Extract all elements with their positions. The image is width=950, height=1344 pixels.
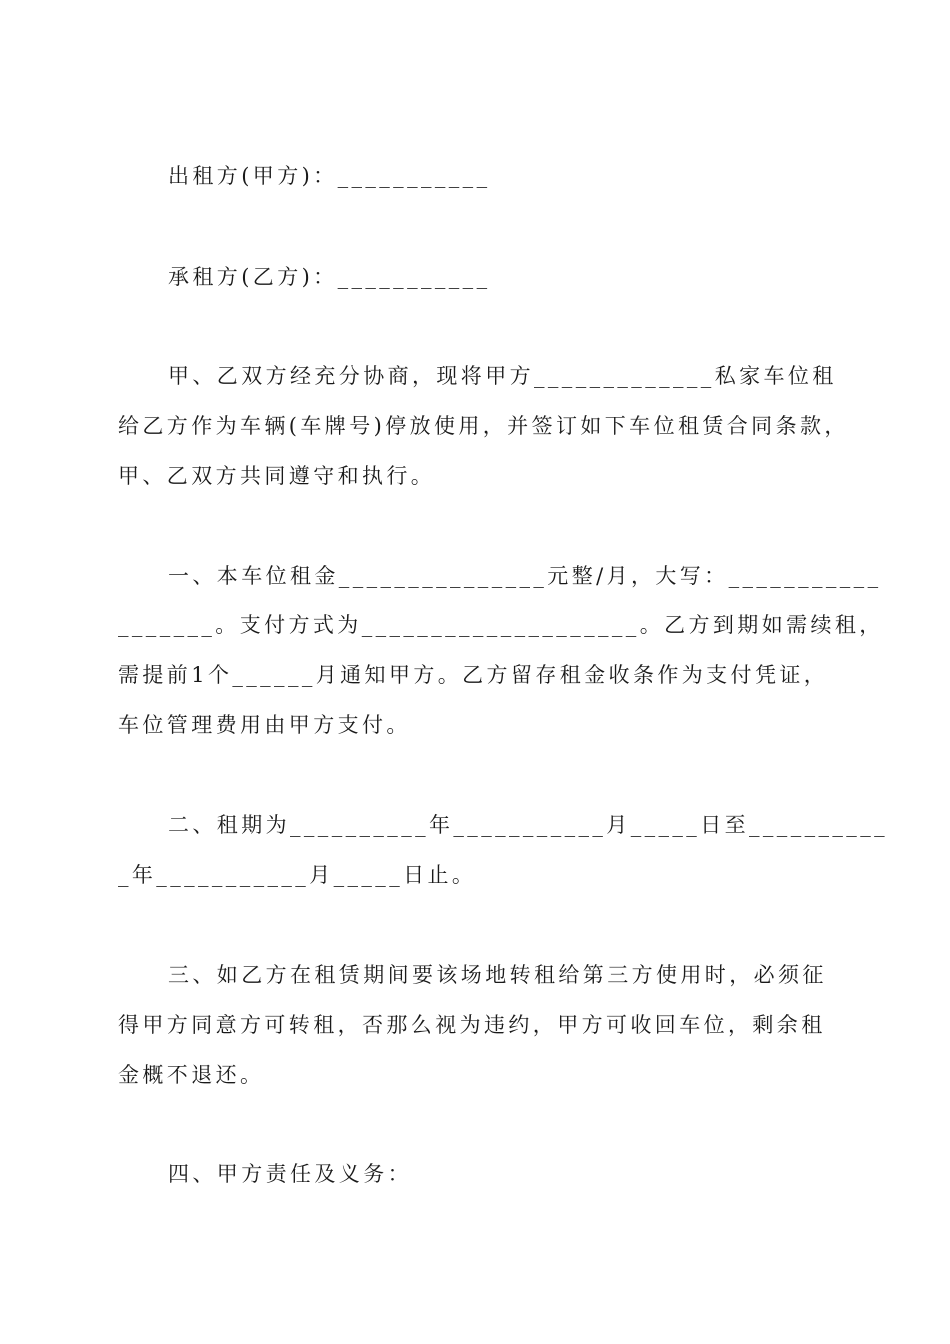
clause-3-line-1: 三、如乙方在租赁期间要该场地转租给第三方使用时，必须征	[168, 963, 827, 987]
intro-line-1: 甲、乙双方经充分协商，现将甲方_____________私家车位租	[168, 364, 837, 388]
intro-line-2: 给乙方作为车辆(车牌号)停放使用，并签订如下车位租赁合同条款，	[118, 414, 849, 438]
clause-4-heading: 四、甲方责任及义务：	[168, 1162, 412, 1186]
clause-2-line-1: 二、租期为__________年___________月_____日至__________	[168, 813, 888, 837]
clause-3-line-2: 得甲方同意方可转租，否那么视为违约，甲方可收回车位，剩余租	[118, 1013, 826, 1037]
clause-3-line-3: 金概不退还。	[118, 1063, 265, 1087]
clause-1-line-2: _______。支付方式为____________________。乙方到期如需续租，	[118, 613, 884, 637]
clause-2-line-2: _年___________月_____日止。	[118, 863, 477, 887]
clause-1-line-3: 需提前1个______月通知甲方。乙方留存租金收条作为支付凭证，	[118, 663, 829, 687]
clause-1-line-4: 车位管理费用由甲方支付。	[118, 713, 411, 737]
lessor-line: 出租方(甲方)：___________	[168, 164, 491, 188]
clause-1-line-1: 一、本车位租金_______________元整/月，大写：___________	[168, 564, 882, 588]
intro-line-3: 甲、乙双方共同遵守和执行。	[118, 464, 436, 488]
lessee-line: 承租方(乙方)：___________	[168, 265, 491, 289]
